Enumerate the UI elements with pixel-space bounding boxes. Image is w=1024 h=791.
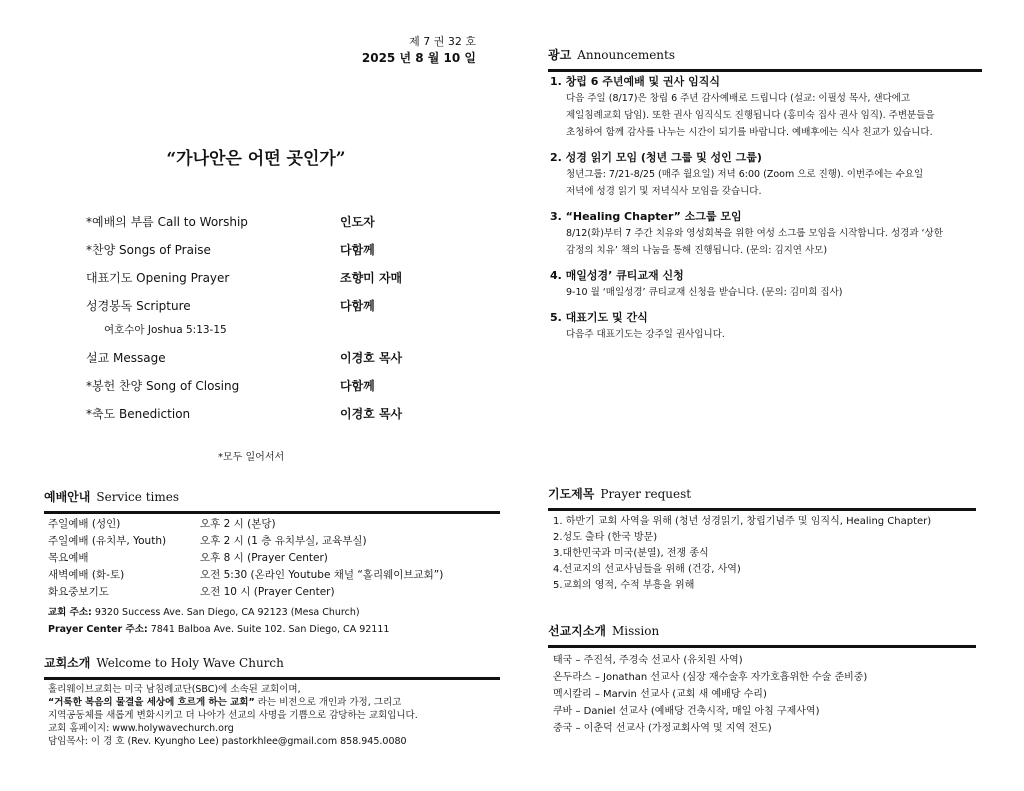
- prayer-item: 1. 하반기 교회 사역을 위해 (청년 성경읽기, 창립기념주 및 임직식, Healing Chapter): [553, 516, 932, 527]
- order-row: [86, 270, 426, 298]
- announcement-item: [550, 74, 990, 141]
- announcements-header: [548, 46, 982, 72]
- announcement-item: [550, 268, 990, 301]
- section-title: 예배안내 Service times: [44, 490, 179, 504]
- announcement-text: 청년그룹: 7/21-8/25 (매주 월요일) 저녁 6:00 (Zoom 으로 진행). 이번주에는 수요일: [566, 169, 924, 180]
- section-divider: [548, 508, 976, 511]
- order-item-leader: 다함께: [340, 243, 375, 257]
- mission-item: 중국 – 이춘덕 선교사 (가정교회사역 및 지역 전도): [553, 723, 772, 734]
- announcement-text: 감정의 치유’ 책의 나눔을 통해 진행됩니다. (문의: 김지연 사모): [566, 245, 828, 256]
- church-homepage: 교회 홈페이지: www.holywavechurch.org: [48, 723, 234, 734]
- announcement-text: 다음주 대표기도는 강주일 권사입니다.: [566, 329, 725, 340]
- order-item-name: 성경봉독 Scripture: [86, 299, 191, 313]
- service-row: 주일예배 (유치부, Youth) 오후 2 시 (1 층 유치부실, 교육부실): [48, 535, 367, 547]
- prayer-item: 2.성도 출타 (한국 방문): [553, 532, 658, 543]
- announcement-heading: 1. 창립 6 주년예배 및 권사 임직식: [550, 75, 720, 88]
- announcement-text: 저녁에 성경 읽기 및 저녁식사 모임을 갖습니다.: [566, 186, 762, 197]
- announcement-text: 8/12(화)부터 7 주간 치유와 영성회복을 위한 여성 소그룹 모임을 시작합니다. 성경과 ‘상한: [566, 228, 943, 239]
- announcement-text: 9-10 월 ‘매일성경’ 큐티교재 신청을 받습니다. (문의: 김미희 집사): [566, 287, 843, 298]
- mission-item: 온두라스 – Jonathan 선교사 (심장 재수술후 자가호흡위한 수술 준비중): [553, 672, 868, 683]
- section-divider: [44, 511, 500, 514]
- order-row: [86, 350, 426, 378]
- service-row: 화요중보기도 오전 10 시 (Prayer Center): [48, 586, 335, 598]
- prayer-list: [553, 514, 931, 594]
- order-item-leader: 인도자: [340, 215, 375, 229]
- prayer-center-address: Prayer Center 주소: 7841 Balboa Ave. Suite 102. San Diego, CA 92111: [48, 624, 390, 635]
- announcement-heading: 2. 성경 읽기 모임 (청년 그룹 및 성인 그룹): [550, 151, 762, 164]
- order-row: [86, 298, 426, 322]
- sermon-title: “가나안은 어떤 곳인가”: [166, 149, 346, 169]
- scripture-reference-row: [86, 322, 426, 350]
- announcement-heading: 4. 매일성경’ 큐티교재 신청: [550, 269, 684, 282]
- order-item-name: *예배의 부름 Call to Worship: [86, 215, 248, 229]
- order-row: [86, 406, 426, 434]
- order-row: [86, 378, 426, 406]
- order-item-leader: 이경호 목사: [340, 407, 403, 421]
- service-times: [48, 516, 443, 601]
- service-section-header: [44, 488, 500, 514]
- section-title: 교회소개 Welcome to Holy Wave Church: [44, 656, 284, 670]
- order-of-worship: [86, 214, 426, 434]
- order-item-leader: 조향미 자매: [340, 271, 403, 285]
- service-row: 새벽예배 (화-토) 오전 5:30 (온라인 Youtube 채널 “홀리웨이브교회”): [48, 569, 444, 581]
- announcement-heading: 3. “Healing Chapter” 소그룹 모임: [550, 210, 742, 223]
- welcome-text: [48, 683, 418, 748]
- order-item-leader: 다함께: [340, 299, 375, 313]
- order-item-leader: 다함께: [340, 379, 375, 393]
- issue-info: [362, 34, 476, 66]
- announcement-item: [550, 310, 990, 343]
- welcome-section-header: [44, 654, 500, 680]
- order-item-name: *찬양 Songs of Praise: [86, 243, 211, 257]
- announcement-heading: 5. 대표기도 및 간식: [550, 311, 648, 324]
- order-item-name: 설교 Message: [86, 351, 166, 365]
- service-row: 목요예배 오후 8 시 (Prayer Center): [48, 552, 328, 564]
- prayer-section-header: [548, 485, 976, 511]
- order-item-name: *봉헌 찬양 Song of Closing: [86, 379, 240, 393]
- standing-note: *모두 일어서서: [218, 452, 285, 463]
- prayer-item: 5.교회의 영적, 수적 부흥을 위해: [553, 580, 695, 591]
- section-divider: [548, 69, 982, 72]
- announcement-text: 제일침례교회 담임). 또한 권사 임직식도 진행됩니다 (홍미숙 집사 권사 임직). 주변분들을: [566, 110, 935, 121]
- section-divider: [44, 677, 500, 680]
- service-row: 주일예배 (성인) 오후 2 시 (본당): [48, 518, 276, 530]
- welcome-line: 홀리웨이브교회는 미국 남침례교단(SBC)에 소속된 교회이며,: [48, 684, 301, 695]
- order-item-name: *축도 Benediction: [86, 407, 191, 421]
- welcome-line: “거룩한 복음의 물결을 세상에 흐르게 하는 교회” 라는 비전으로 개인과 가정, 그리고: [48, 697, 402, 708]
- section-title: 광고 Announcements: [548, 48, 676, 62]
- mission-item: 태국 – 주진석, 주경숙 선교사 (유치원 사역): [553, 655, 743, 666]
- section-divider: [548, 645, 976, 648]
- prayer-item: 4.선교지의 선교사님들을 위해 (건강, 사역): [553, 564, 741, 575]
- scripture-reference: 여호수아 Joshua 5:13-15: [104, 324, 227, 336]
- order-row: [86, 242, 426, 270]
- welcome-line: 지역공동체를 새롭게 변화시키고 더 나아가 선교의 사명을 기쁨으로 감당하는 교회입니다.: [48, 710, 418, 721]
- mission-section-header: [548, 622, 976, 648]
- section-title: 선교지소개 Mission: [548, 624, 660, 638]
- pastor-contact: 담임목사: 이 경 호 (Rev. Kyungho Lee) pastorkhlee@gmail.com 858.945.0080: [48, 736, 407, 747]
- issue-volume: 제 7 권 32 호: [409, 35, 476, 48]
- order-item-leader: 이경호 목사: [340, 351, 403, 365]
- announcement-text: 다음 주일 (8/17)은 창립 6 주년 감사예배로 드립니다 (설교: 이필성 목사, 샌다에고: [566, 93, 911, 104]
- mission-item: 멕시칼리 – Marvin 선교사 (교회 새 예배당 수리): [553, 689, 767, 700]
- section-title: 기도제목 Prayer request: [548, 487, 692, 501]
- addresses: [48, 604, 389, 638]
- announcement-item: [550, 209, 990, 259]
- order-item-name: 대표기도 Opening Prayer: [86, 271, 230, 285]
- church-address: 교회 주소: 9320 Success Ave. San Diego, CA 92123 (Mesa Church): [48, 607, 360, 618]
- order-row: [86, 214, 426, 242]
- announcement-text: 초청하여 함께 감사를 나누는 시간이 되기를 바랍니다. 예배후에는 식사 친교가 있습니다.: [566, 127, 933, 138]
- issue-date: 2025 년 8 월 10 일: [361, 51, 476, 65]
- mission-list: [553, 652, 867, 737]
- announcement-item: [550, 150, 990, 200]
- announcements-list: [550, 74, 990, 352]
- mission-item: 쿠바 – Daniel 선교사 (예배당 건축시작, 매일 아침 구제사역): [553, 706, 820, 717]
- prayer-item: 3.대한민국과 미국(분열), 전쟁 종식: [553, 548, 709, 559]
